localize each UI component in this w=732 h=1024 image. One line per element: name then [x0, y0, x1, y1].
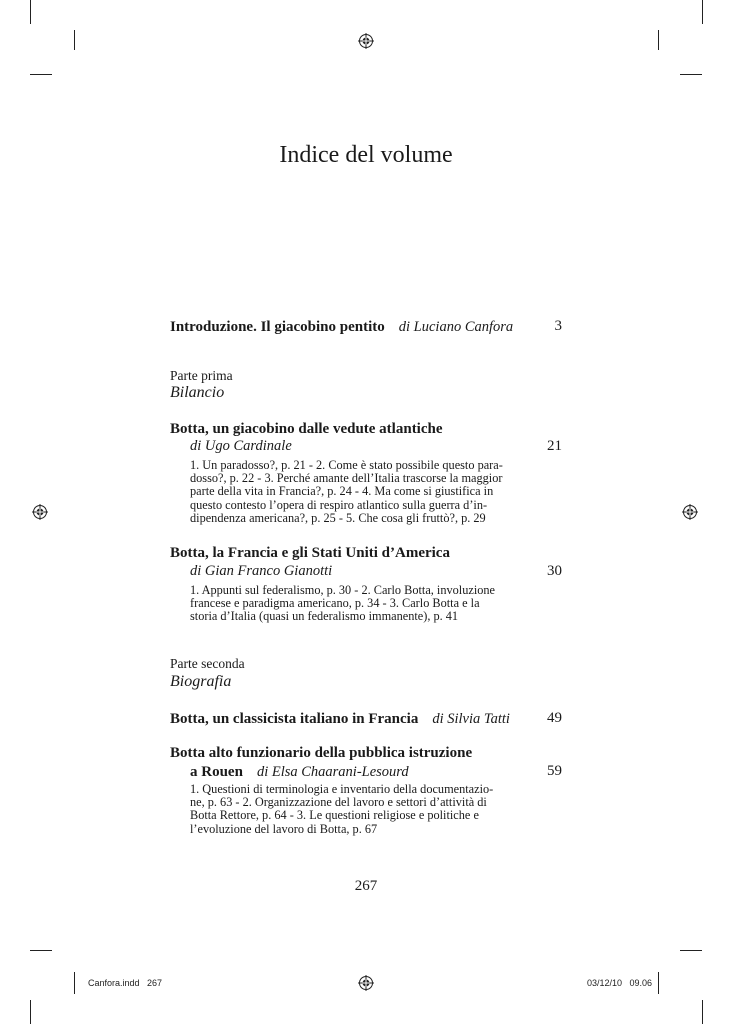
slug-date-info: 03/12/10 09.06 — [586, 978, 652, 988]
summary-line: Botta Rettore, p. 64 - 3. Le questioni religiose e politiche e — [190, 808, 479, 823]
crop-mark — [658, 30, 659, 50]
summary-line: parte della vita in Francia?, p. 24 - 4. Ma come si giustifica in — [190, 484, 494, 499]
summary-line: l’evoluzione del lavoro di Botta, p. 67 — [190, 821, 378, 836]
entry-title: Introduzione. Il giacobino pentito — [170, 319, 385, 335]
summary-line: francese e paradigma americano, p. 34 - 3. Carlo Botta e la — [190, 596, 480, 611]
crop-mark — [30, 74, 52, 75]
summary-line: dipendenza americana?, p. 25 - 5. Che cosa gli fruttò?, p. 29 — [190, 510, 486, 525]
registration-mark-icon — [682, 504, 698, 520]
summary-line: 1. Questioni di terminologia e inventario della documentazio- — [190, 782, 494, 796]
toc-entry-introduction — [170, 318, 513, 336]
summary-line: 1. Appunti sul federalismo, p. 30 - 2. Carlo Botta, involuzione — [190, 583, 495, 597]
entry-page-number: 30 — [547, 563, 562, 579]
part-title: Biografia — [170, 673, 232, 690]
entry-title: Botta alto funzionario della pubblica istruzione — [170, 745, 473, 761]
crop-mark — [74, 30, 75, 50]
crop-mark — [680, 74, 702, 75]
crop-mark — [702, 0, 703, 24]
summary-line: ne, p. 63 - 2. Organizzazione del lavoro e settori d’attività di — [190, 795, 487, 810]
entry-title: Botta, un giacobino dalle vedute atlantiche — [170, 421, 443, 437]
toc-entry-line — [190, 763, 409, 781]
entry-page-number: 21 — [547, 438, 562, 454]
registration-mark-icon — [358, 975, 374, 991]
entry-page-number: 49 — [547, 710, 562, 726]
crop-mark — [702, 1000, 703, 1024]
page-title: Indice del volume — [279, 142, 453, 168]
entry-author: di Gian Franco Gianotti — [190, 563, 333, 579]
registration-mark-icon — [358, 33, 374, 49]
entry-page-number: 59 — [547, 763, 562, 779]
entry-summary — [190, 459, 527, 525]
crop-mark — [30, 950, 52, 951]
slug-file-info: Canfora.indd 267 — [88, 978, 163, 988]
entry-title-continued: a Rouen — [190, 764, 243, 780]
toc-entry — [170, 710, 510, 728]
crop-mark — [658, 972, 659, 994]
page-number: 267 — [354, 878, 378, 894]
entry-author: di Ugo Cardinale — [190, 438, 292, 454]
part-label: Parte prima — [170, 368, 233, 383]
summary-line: storia d’Italia (quasi un federalismo immanente), p. 41 — [190, 609, 459, 624]
entry-author: di Silvia Tatti — [432, 711, 510, 727]
summary-line: 1. Un paradosso?, p. 21 - 2. Come è stato possibile questo para- — [190, 458, 503, 472]
registration-mark-icon — [32, 504, 48, 520]
crop-mark — [30, 0, 31, 24]
entry-title: Botta, un classicista italiano in Francia — [170, 711, 419, 727]
entry-page-number: 3 — [554, 318, 562, 334]
summary-line: dosso?, p. 22 - 3. Perché amante dell’Italia trascorse la maggior — [190, 471, 503, 486]
crop-mark — [680, 950, 702, 951]
crop-mark — [30, 1000, 31, 1024]
part-label: Parte seconda — [170, 656, 245, 671]
entry-author: di Elsa Chaarani-Lesourd — [256, 764, 409, 780]
entry-title: Botta, la Francia e gli Stati Uniti d’America — [170, 545, 450, 561]
summary-line: questo contesto l’opera di respiro atlantico sulla guerra d’in- — [190, 497, 488, 512]
entry-author: di Luciano Canfora — [398, 319, 514, 335]
crop-mark — [74, 972, 75, 994]
entry-summary — [190, 584, 527, 624]
entry-summary — [190, 783, 527, 836]
part-title: Bilancio — [170, 384, 225, 401]
